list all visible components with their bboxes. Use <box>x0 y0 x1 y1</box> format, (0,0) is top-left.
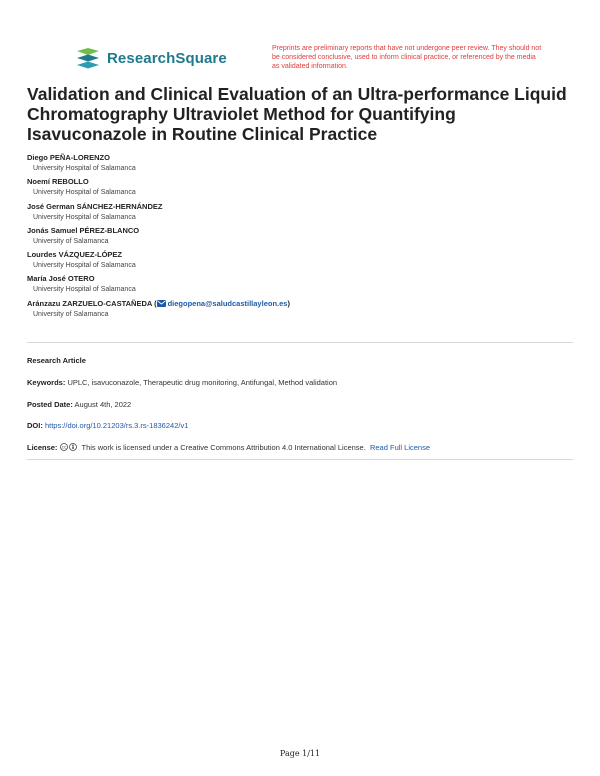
posted-date-value: August 4th, 2022 <box>74 400 132 409</box>
author-entry <box>27 274 572 298</box>
read-full-license-link[interactable]: Read Full License <box>369 443 431 452</box>
preprint-notice: Preprints are preliminary reports that have not undergone peer review. They should not be considered conclusive, used to inform clinical practice, or referenced by the media as validated information. <box>272 45 542 70</box>
paper-title: Validation and Clinical Evaluation of an Ultra-performance Liquid Chromatography Ultraviolet Method for Quantifying Isavuconazole in Routine Clinical Practice <box>27 84 567 144</box>
author-entry <box>27 299 572 323</box>
author-list <box>27 153 572 323</box>
email-open-paren: ( <box>154 298 157 308</box>
author-affiliation: University Hospital of Salamanca <box>33 262 136 270</box>
author-name: María José OTERO <box>27 274 95 284</box>
author-affiliation: University Hospital of Salamanca <box>33 165 136 172</box>
author-affiliation: University Hospital of Salamanca <box>33 189 136 197</box>
author-affiliation: University of Salamanca <box>33 310 109 318</box>
author-affiliation: University of Salamanca <box>33 237 109 245</box>
author-affiliation: University Hospital of Salamanca <box>33 286 136 294</box>
doi-link[interactable]: https://doi.org/10.21203/rs.3.rs-1836242/v1 <box>44 421 189 430</box>
article-type-text: Research Article <box>27 356 86 365</box>
creative-commons-icon <box>60 443 78 451</box>
divider-top <box>27 342 573 343</box>
author-name: José German SÁNCHEZ-HERNÁNDEZ <box>27 201 163 211</box>
author-entry <box>27 250 572 274</box>
author-name: Lourdes VÁZQUEZ-LÓPEZ <box>27 250 123 260</box>
posted-date-label: Posted Date: <box>27 400 73 409</box>
author-entry <box>27 153 572 177</box>
keywords-value: UPLC, isavuconazole, Therapeutic drug monitoring, Antifungal, Method validation <box>67 378 338 387</box>
svg-text:cc: cc <box>61 444 66 450</box>
license-text: This work is licensed under a Creative Commons Attribution 4.0 International License. <box>81 443 366 452</box>
author-affiliation: University Hospital of Salamanca <box>33 213 136 221</box>
author-name: Jonás Samuel PÉREZ-BLANCO <box>27 225 140 235</box>
author-name: Noemí REBOLLO <box>27 177 89 187</box>
posted-date-line <box>27 400 131 410</box>
author-entry <box>27 202 572 226</box>
keywords-label: Keywords: <box>27 378 66 387</box>
envelope-icon <box>157 300 166 307</box>
author-entry <box>27 177 572 201</box>
email-text: diegopena@saludcastillayleon.es <box>167 298 288 308</box>
author-name: Diego PEÑA-LORENZO <box>27 153 110 162</box>
corresponding-email-link[interactable] <box>157 299 288 308</box>
license-label: License: <box>27 443 58 452</box>
research-square-logo[interactable] <box>75 44 227 72</box>
doi-line <box>27 421 188 431</box>
article-type <box>27 356 86 366</box>
doi-label: DOI: <box>27 421 43 430</box>
keywords-line <box>27 378 337 388</box>
page-number: Page 1/11 <box>279 749 321 758</box>
research-square-logo-icon <box>75 47 101 69</box>
author-name: Aránzazu ZARZUELO-CASTAÑEDA <box>27 298 152 308</box>
logo-text: ResearchSquare <box>107 49 227 67</box>
email-close-paren: ) <box>287 298 290 308</box>
author-entry <box>27 226 572 250</box>
divider-bottom <box>27 459 573 460</box>
license-line <box>27 443 430 453</box>
